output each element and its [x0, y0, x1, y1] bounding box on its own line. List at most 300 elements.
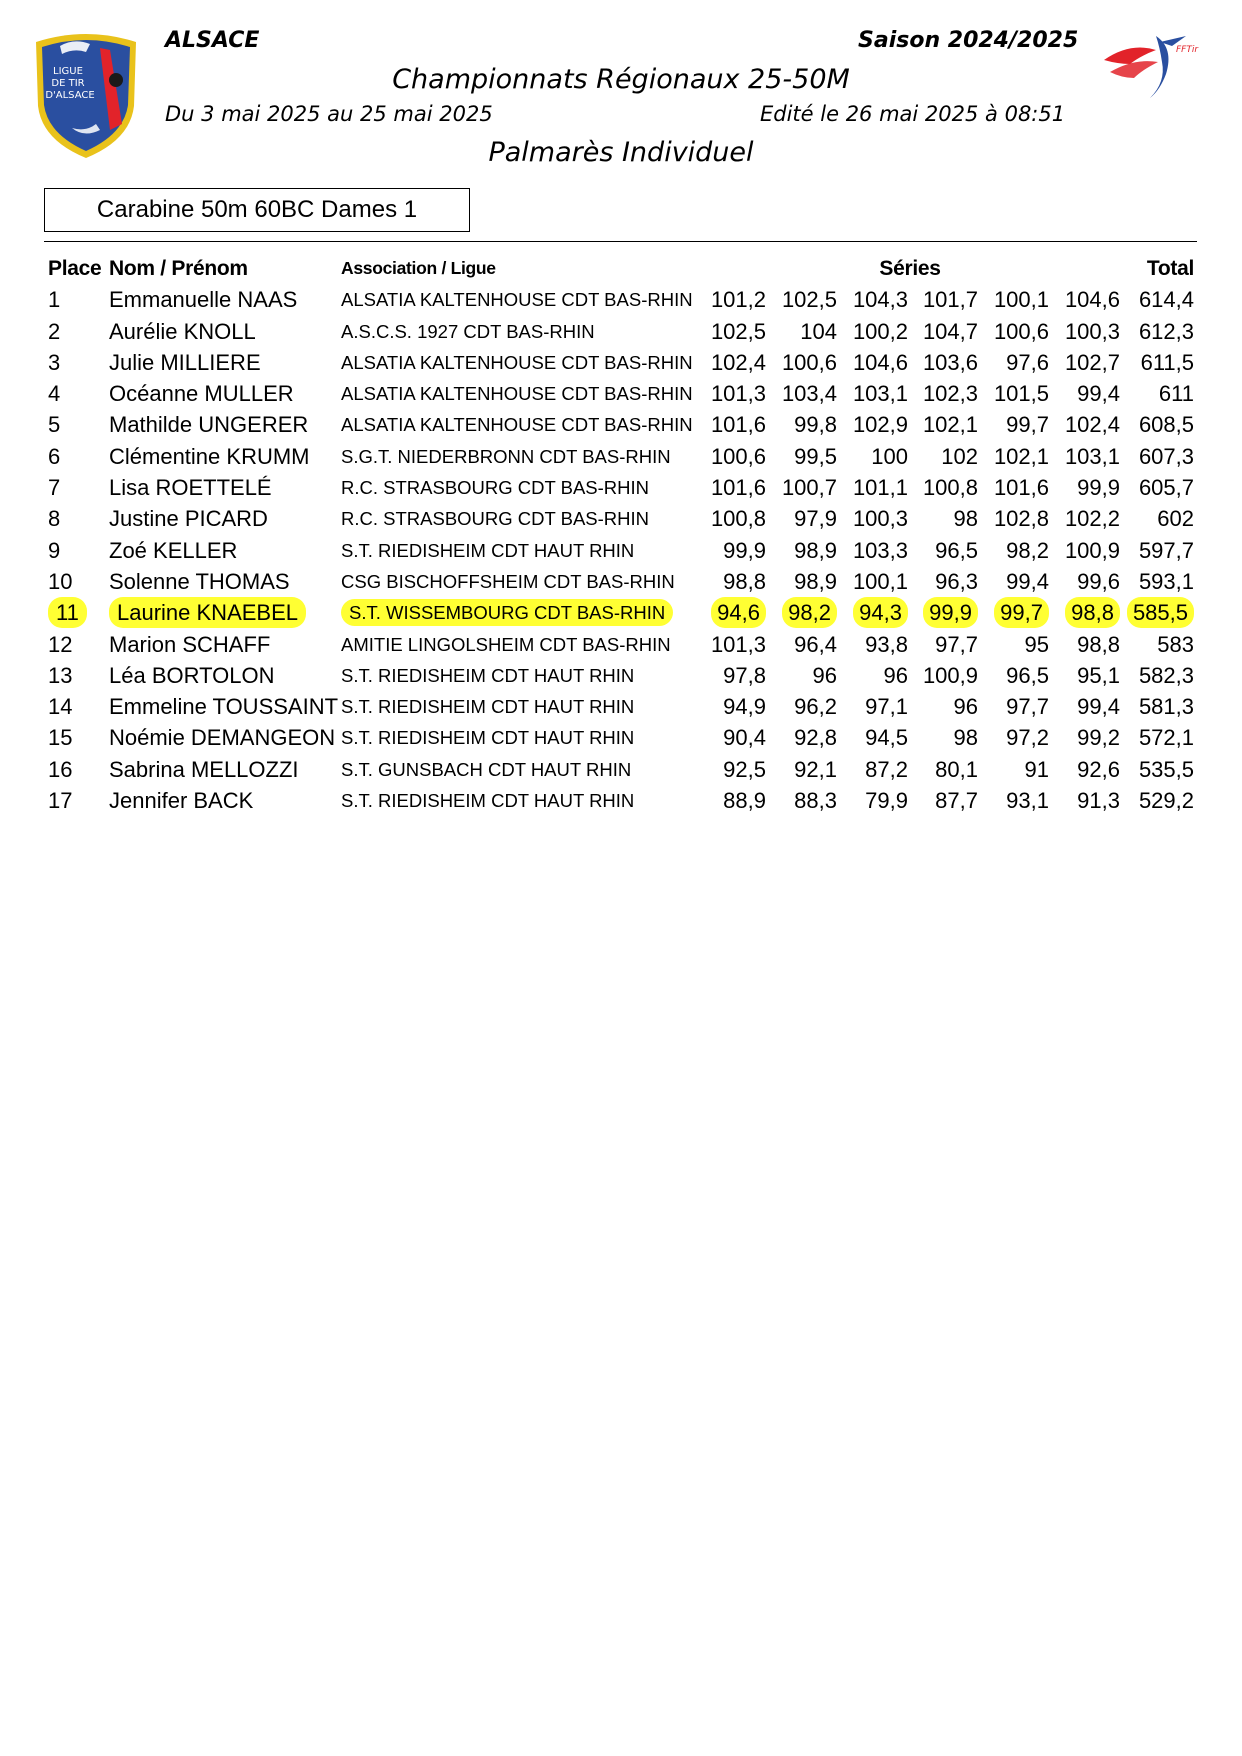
series-score-1-cell	[700, 754, 766, 785]
series-score-2: 99,8	[794, 412, 837, 438]
athlete-name: Julie MILLIERE	[109, 349, 261, 375]
place-cell	[48, 754, 72, 785]
association-cell	[341, 566, 675, 597]
series-score-1-cell	[700, 691, 766, 722]
total-score-cell	[1124, 347, 1194, 378]
place-cell	[48, 566, 72, 597]
association: ALSATIA KALTENHOUSE CDT BAS-RHIN	[341, 383, 693, 405]
logo-left-line-3: D'ALSACE	[45, 90, 95, 101]
place: 9	[48, 537, 61, 563]
series-score-1-cell	[700, 660, 766, 691]
series-score-4-cell	[910, 472, 978, 503]
place: 4	[48, 381, 61, 407]
series-score-2: 88,3	[794, 788, 837, 814]
place-cell	[48, 535, 60, 566]
place: 14	[48, 694, 73, 720]
series-score-4: 80,1	[935, 756, 978, 782]
athlete-name-cell	[109, 378, 294, 409]
place: 11	[48, 597, 87, 628]
series-score-2: 100,7	[781, 475, 837, 501]
series-score-6-cell	[1052, 535, 1120, 566]
event-title: Carabine 50m 60BC Dames 1	[96, 196, 418, 223]
series-score-4: 104,7	[922, 318, 978, 344]
results-table	[0, 253, 1242, 816]
athlete-name: Jennifer BACK	[109, 788, 254, 814]
place: 2	[48, 318, 61, 344]
column-header-total: Total	[1146, 257, 1194, 280]
region-label: ALSACE	[165, 28, 260, 53]
athlete-name-cell	[109, 597, 306, 628]
series-score-1: 100,6	[710, 443, 766, 469]
table-row	[0, 378, 1242, 409]
series-score-3: 101,1	[852, 475, 908, 501]
association-cell	[341, 503, 649, 534]
place: 5	[48, 412, 61, 438]
logo-left-line-2: DE TIR	[51, 78, 85, 89]
series-score-3: 103,1	[852, 381, 908, 407]
series-score-4-cell	[910, 597, 978, 628]
column-header-series: Séries	[879, 257, 941, 280]
place: 1	[48, 287, 61, 313]
series-score-3-cell	[840, 722, 908, 753]
series-score-6: 99,9	[1077, 475, 1120, 501]
total-score-cell	[1124, 754, 1194, 785]
total-score-cell	[1124, 597, 1194, 628]
series-score-6-cell	[1052, 754, 1120, 785]
athlete-name: Océanne MULLER	[109, 381, 294, 407]
series-score-3: 79,9	[865, 788, 908, 814]
table-row	[0, 472, 1242, 503]
series-score-3-cell	[840, 597, 908, 628]
association: R.C. STRASBOURG CDT BAS-RHIN	[341, 508, 650, 530]
association-cell	[341, 409, 693, 440]
series-score-4: 102,3	[922, 381, 978, 407]
series-score-1-cell	[700, 347, 766, 378]
place-cell	[48, 347, 60, 378]
event-title-box	[44, 188, 470, 232]
series-score-5-cell	[982, 409, 1049, 440]
place-cell	[48, 472, 60, 503]
edited-timestamp: Edité le 26 mai 2025 à 08:51	[760, 102, 1066, 126]
association: S.T. RIEDISHEIM CDT HAUT RHIN	[341, 696, 635, 718]
series-score-3: 96	[883, 662, 908, 688]
series-score-3: 103,3	[852, 537, 908, 563]
association: S.T. RIEDISHEIM CDT HAUT RHIN	[341, 539, 635, 561]
association-cell	[341, 535, 634, 566]
series-score-6-cell	[1052, 629, 1120, 660]
place-cell	[48, 660, 72, 691]
results-rows	[0, 284, 1242, 816]
series-score-3: 100	[871, 443, 908, 469]
series-score-6-cell	[1052, 722, 1120, 753]
series-score-5-cell	[982, 441, 1049, 472]
total-score: 581,3	[1138, 694, 1194, 720]
series-score-2: 92,1	[794, 756, 837, 782]
total-score: 583	[1157, 631, 1194, 657]
series-score-6-cell	[1052, 472, 1120, 503]
series-score-5-cell	[982, 316, 1049, 347]
place-cell	[48, 503, 60, 534]
series-score-4-cell	[910, 722, 978, 753]
place: 6	[48, 443, 61, 469]
series-score-4: 98	[953, 725, 978, 751]
association: ALSATIA KALTENHOUSE CDT BAS-RHIN	[341, 289, 693, 311]
series-score-1: 101,3	[710, 381, 766, 407]
series-score-2-cell	[770, 785, 837, 816]
series-score-6-cell	[1052, 660, 1120, 691]
series-score-1: 101,2	[710, 287, 766, 313]
place: 8	[48, 506, 61, 532]
series-score-1: 88,9	[723, 788, 766, 814]
total-score: 597,7	[1138, 537, 1194, 563]
place: 15	[48, 725, 73, 751]
series-score-2: 96,4	[794, 631, 837, 657]
series-score-5: 95	[1024, 631, 1049, 657]
series-score-2: 97,9	[794, 506, 837, 532]
association-cell	[341, 785, 634, 816]
series-score-3-cell	[840, 660, 908, 691]
series-score-1-cell	[700, 503, 766, 534]
series-score-5-cell	[982, 722, 1049, 753]
series-score-3: 100,3	[852, 506, 908, 532]
series-score-3: 100,1	[852, 568, 908, 594]
series-score-4: 97,7	[935, 631, 978, 657]
total-score-cell	[1124, 472, 1194, 503]
total-score: 614,4	[1138, 287, 1194, 313]
series-score-3: 93,8	[865, 631, 908, 657]
series-score-3: 100,2	[852, 318, 908, 344]
place-cell	[48, 284, 60, 315]
season-label: Saison 2024/2025	[858, 28, 1079, 53]
series-score-6: 98,8	[1077, 631, 1120, 657]
series-score-4: 100,9	[922, 662, 978, 688]
series-score-1-cell	[700, 441, 766, 472]
series-score-3-cell	[840, 472, 908, 503]
series-score-4-cell	[910, 503, 978, 534]
series-score-6-cell	[1052, 409, 1120, 440]
series-score-6: 99,6	[1077, 568, 1120, 594]
championship-title: Championnats Régionaux 25-50M	[392, 64, 850, 95]
series-score-4: 99,9	[923, 597, 978, 628]
table-row-highlighted	[0, 597, 1242, 628]
series-score-5: 100,1	[993, 287, 1049, 313]
total-score-cell	[1124, 378, 1194, 409]
association-cell	[341, 441, 671, 472]
series-score-1: 98,8	[723, 568, 766, 594]
series-score-2: 96,2	[794, 694, 837, 720]
series-score-3-cell	[840, 378, 908, 409]
series-score-3: 104,3	[852, 287, 908, 313]
series-score-5: 101,6	[993, 475, 1049, 501]
series-score-6: 104,6	[1064, 287, 1120, 313]
place-cell	[48, 629, 72, 660]
series-score-4-cell	[910, 441, 978, 472]
athlete-name: Emmanuelle NAAS	[109, 287, 298, 313]
series-score-2: 103,4	[781, 381, 837, 407]
association-cell	[341, 284, 693, 315]
series-score-4: 102,1	[922, 412, 978, 438]
place: 17	[48, 788, 73, 814]
series-score-3-cell	[840, 535, 908, 566]
series-score-1-cell	[700, 566, 766, 597]
total-score: 529,2	[1138, 788, 1194, 814]
series-score-1-cell	[700, 535, 766, 566]
series-score-6-cell	[1052, 691, 1120, 722]
association-cell	[341, 660, 634, 691]
series-score-1: 94,9	[723, 694, 766, 720]
series-score-4: 102	[941, 443, 978, 469]
series-score-5: 102,8	[993, 506, 1049, 532]
series-score-4-cell	[910, 284, 978, 315]
series-score-5-cell	[982, 597, 1049, 628]
place: 16	[48, 756, 73, 782]
association: S.T. RIEDISHEIM CDT HAUT RHIN	[341, 727, 635, 749]
association: ALSATIA KALTENHOUSE CDT BAS-RHIN	[341, 414, 693, 436]
series-score-4: 87,7	[935, 788, 978, 814]
place-cell	[48, 722, 72, 753]
series-score-2-cell	[770, 316, 837, 347]
total-score: 593,1	[1138, 568, 1194, 594]
series-score-6: 99,2	[1077, 725, 1120, 751]
place-cell	[48, 691, 72, 722]
athlete-name: Emmeline TOUSSAINT	[109, 694, 339, 720]
series-score-4-cell	[910, 785, 978, 816]
association-cell	[341, 347, 693, 378]
series-score-1: 102,4	[710, 349, 766, 375]
series-score-6: 99,4	[1077, 381, 1120, 407]
series-score-2-cell	[770, 597, 837, 628]
date-range: Du 3 mai 2025 au 25 mai 2025	[165, 102, 493, 126]
series-score-2: 98,9	[794, 568, 837, 594]
association-cell	[341, 378, 693, 409]
series-score-2-cell	[770, 347, 837, 378]
total-score: 612,3	[1138, 318, 1194, 344]
total-score: 535,5	[1138, 756, 1194, 782]
series-score-4-cell	[910, 347, 978, 378]
athlete-name: Zoé KELLER	[109, 537, 238, 563]
association: S.G.T. NIEDERBRONN CDT BAS-RHIN	[341, 445, 671, 467]
series-score-4-cell	[910, 566, 978, 597]
column-header-name: Nom / Prénom	[109, 257, 248, 280]
series-score-2: 102,5	[781, 287, 837, 313]
series-score-6: 103,1	[1064, 443, 1120, 469]
series-score-6: 95,1	[1077, 662, 1120, 688]
total-score-cell	[1124, 629, 1194, 660]
total-score-cell	[1124, 409, 1194, 440]
athlete-name: Lisa ROETTELÉ	[109, 475, 272, 501]
series-score-1: 101,3	[710, 631, 766, 657]
table-row	[0, 535, 1242, 566]
series-score-1: 102,5	[710, 318, 766, 344]
series-score-4-cell	[910, 409, 978, 440]
series-score-1-cell	[700, 472, 766, 503]
series-score-3-cell	[840, 503, 908, 534]
total-score: 608,5	[1138, 412, 1194, 438]
athlete-name-cell	[109, 316, 256, 347]
athlete-name-cell	[109, 660, 274, 691]
table-row	[0, 409, 1242, 440]
series-score-6: 102,2	[1064, 506, 1120, 532]
series-score-3-cell	[840, 785, 908, 816]
series-score-6-cell	[1052, 503, 1120, 534]
athlete-name-cell	[109, 472, 272, 503]
series-score-2-cell	[770, 754, 837, 785]
series-score-1: 94,6	[711, 597, 766, 628]
series-score-1: 99,9	[723, 537, 766, 563]
series-score-5: 91	[1024, 756, 1049, 782]
series-score-6-cell	[1052, 284, 1120, 315]
series-score-5-cell	[982, 660, 1049, 691]
series-score-4-cell	[910, 316, 978, 347]
table-row	[0, 754, 1242, 785]
series-score-5: 97,6	[1006, 349, 1049, 375]
series-score-2-cell	[770, 660, 837, 691]
series-score-4-cell	[910, 691, 978, 722]
place-cell	[48, 785, 72, 816]
series-score-3-cell	[840, 566, 908, 597]
series-score-1-cell	[700, 785, 766, 816]
series-score-2-cell	[770, 441, 837, 472]
series-score-1: 101,6	[710, 475, 766, 501]
total-score-cell	[1124, 503, 1194, 534]
athlete-name-cell	[109, 629, 270, 660]
total-score: 611,5	[1140, 349, 1194, 375]
series-score-5-cell	[982, 284, 1049, 315]
athlete-name-cell	[109, 441, 310, 472]
series-score-5: 99,7	[1006, 412, 1049, 438]
place: 10	[48, 568, 73, 594]
association-cell	[341, 754, 631, 785]
association-cell	[341, 722, 634, 753]
series-score-5: 100,6	[993, 318, 1049, 344]
association: S.T. WISSEMBOURG CDT BAS-RHIN	[341, 599, 673, 626]
place: 12	[48, 631, 73, 657]
table-row	[0, 722, 1242, 753]
series-score-1: 101,6	[710, 412, 766, 438]
athlete-name: Léa BORTOLON	[109, 662, 275, 688]
place-cell	[48, 597, 87, 628]
total-score-cell	[1124, 722, 1194, 753]
association-cell	[341, 691, 634, 722]
series-score-4-cell	[910, 535, 978, 566]
place: 3	[48, 349, 61, 375]
series-score-3: 97,1	[865, 694, 908, 720]
series-score-5-cell	[982, 535, 1049, 566]
athlete-name: Mathilde UNGERER	[109, 412, 309, 438]
athlete-name-cell	[109, 785, 253, 816]
association: CSG BISCHOFFSHEIM CDT BAS-RHIN	[341, 570, 675, 592]
athlete-name: Aurélie KNOLL	[109, 318, 256, 344]
series-score-6-cell	[1052, 566, 1120, 597]
series-score-4: 103,6	[922, 349, 978, 375]
table-row	[0, 785, 1242, 816]
place: 7	[48, 475, 61, 501]
series-score-2: 100,6	[781, 349, 837, 375]
series-score-5: 99,4	[1006, 568, 1049, 594]
table-header-row	[0, 253, 1242, 284]
total-score-cell	[1124, 316, 1194, 347]
series-score-2-cell	[770, 566, 837, 597]
total-score: 602	[1157, 506, 1194, 532]
table-row	[0, 503, 1242, 534]
logo-right-text: FFTir	[1176, 45, 1199, 55]
series-score-1: 90,4	[723, 725, 766, 751]
series-score-3: 94,3	[853, 597, 908, 628]
series-score-2-cell	[770, 629, 837, 660]
series-score-4-cell	[910, 378, 978, 409]
series-score-1-cell	[700, 597, 766, 628]
association-cell	[341, 629, 671, 660]
series-score-6: 100,9	[1064, 537, 1120, 563]
total-score: 572,1	[1138, 725, 1194, 751]
series-score-6: 99,4	[1077, 694, 1120, 720]
athlete-name: Sabrina MELLOZZI	[109, 756, 299, 782]
series-score-5-cell	[982, 629, 1049, 660]
series-score-1: 100,8	[710, 506, 766, 532]
series-score-3: 102,9	[852, 412, 908, 438]
place-cell	[48, 409, 60, 440]
series-score-4: 96	[953, 694, 978, 720]
place-cell	[48, 316, 60, 347]
series-score-6: 102,7	[1064, 349, 1120, 375]
series-score-5: 97,2	[1006, 725, 1049, 751]
total-score-cell	[1124, 785, 1194, 816]
total-score-cell	[1124, 441, 1194, 472]
association-cell	[341, 472, 649, 503]
series-score-6-cell	[1052, 316, 1120, 347]
series-score-4: 100,8	[922, 475, 978, 501]
series-score-5: 99,7	[994, 597, 1049, 628]
series-score-1-cell	[700, 316, 766, 347]
logo-left-line-1: LIGUE	[53, 66, 83, 77]
series-score-2: 92,8	[794, 725, 837, 751]
athlete-name: Clémentine KRUMM	[109, 443, 310, 469]
series-score-2: 104	[800, 318, 837, 344]
athlete-name-cell	[109, 691, 338, 722]
series-score-4: 98	[953, 506, 978, 532]
series-score-5-cell	[982, 754, 1049, 785]
association: A.S.C.S. 1927 CDT BAS-RHIN	[341, 320, 595, 342]
athlete-name: Marion SCHAFF	[109, 631, 271, 657]
series-score-3: 94,5	[865, 725, 908, 751]
series-score-5: 96,5	[1006, 662, 1049, 688]
series-score-2-cell	[770, 691, 837, 722]
total-score-cell	[1124, 660, 1194, 691]
series-score-2: 98,2	[782, 597, 837, 628]
total-score: 605,7	[1138, 475, 1194, 501]
table-row	[0, 566, 1242, 597]
series-score-5-cell	[982, 785, 1049, 816]
series-score-6: 91,3	[1077, 788, 1120, 814]
series-score-5: 93,1	[1006, 788, 1049, 814]
series-score-3-cell	[840, 316, 908, 347]
series-score-3-cell	[840, 347, 908, 378]
place-cell	[48, 378, 60, 409]
association: AMITIE LINGOLSHEIM CDT BAS-RHIN	[341, 633, 671, 655]
series-score-6-cell	[1052, 441, 1120, 472]
athlete-name-cell	[109, 284, 297, 315]
table-row	[0, 660, 1242, 691]
series-score-5-cell	[982, 691, 1049, 722]
series-score-4: 101,7	[922, 287, 978, 313]
series-score-2: 96	[812, 662, 837, 688]
table-row	[0, 441, 1242, 472]
total-score: 582,3	[1138, 662, 1194, 688]
athlete-name-cell	[109, 754, 299, 785]
place-cell	[48, 441, 60, 472]
series-score-5-cell	[982, 472, 1049, 503]
total-score-cell	[1124, 535, 1194, 566]
